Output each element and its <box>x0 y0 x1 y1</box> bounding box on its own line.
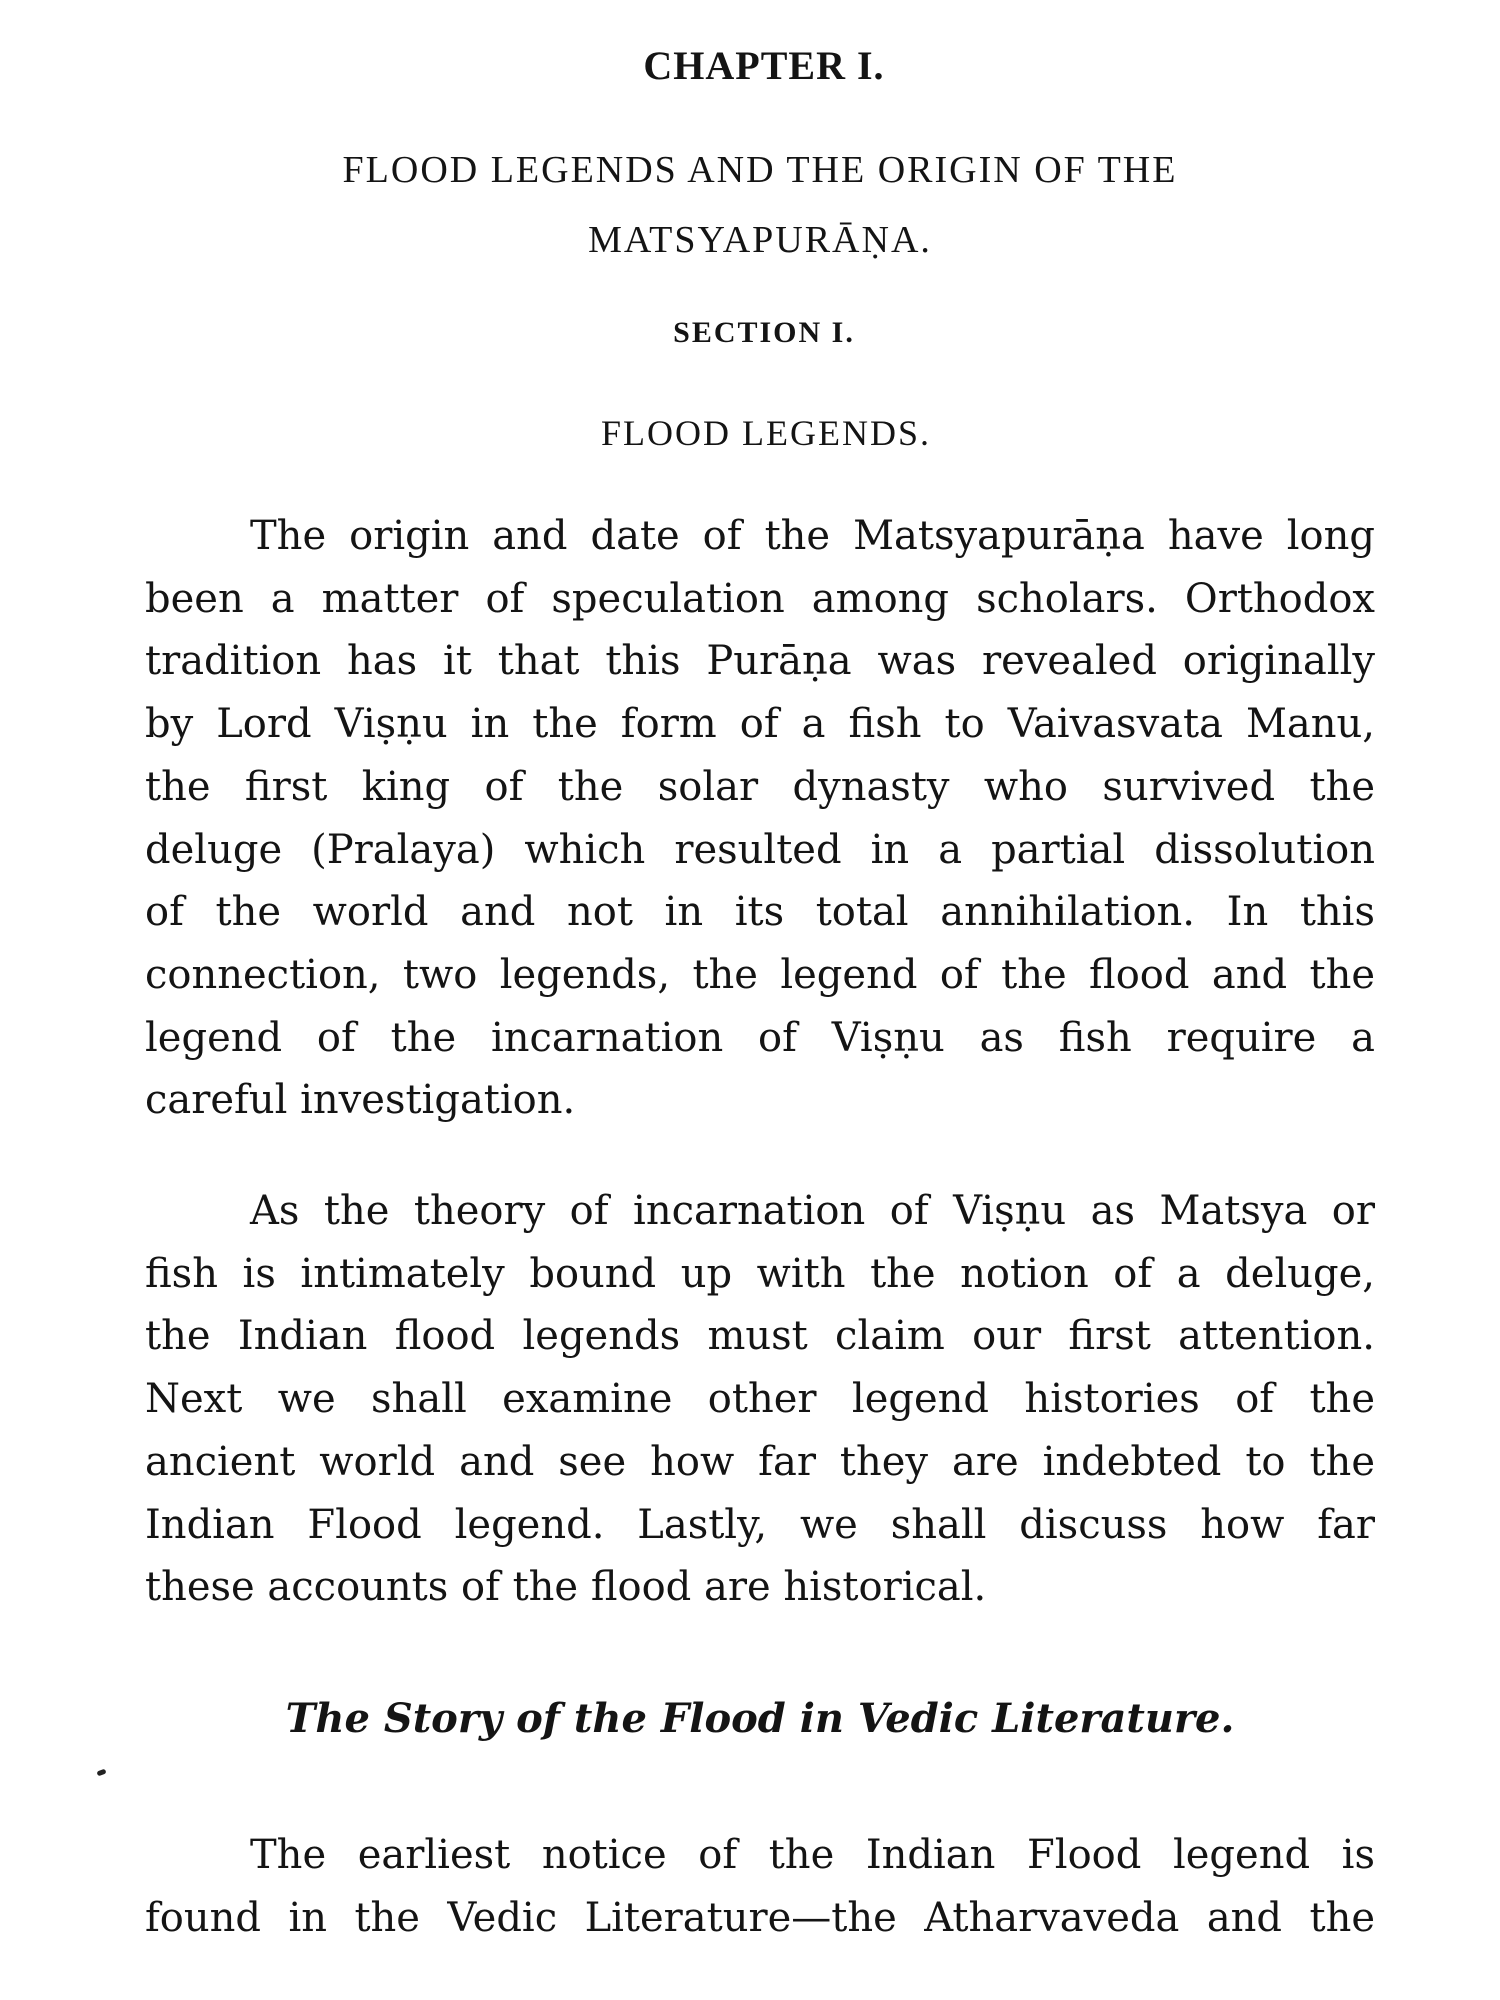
chapter-title-line-1: FLOOD LEGENDS AND THE ORIGIN OF THE <box>342 149 1178 191</box>
chapter-heading: CHAPTER I. <box>643 43 885 88</box>
paragraph-line: fish is intimately bound up with the notion of a deluge, <box>145 1250 1375 1297</box>
subsection-heading: The Story of the Flood in Vedic Literature. <box>285 1695 1235 1742</box>
paragraph-theory <box>145 1180 1375 1619</box>
paragraph-line: Indian Flood legend. Lastly, we shall discuss how far <box>145 1501 1375 1548</box>
paragraph-line: these accounts of the flood are historical. <box>145 1564 987 1611</box>
section-title: FLOOD LEGENDS. <box>601 413 931 453</box>
paragraph-line: tradition has it that this Purāṇa was revealed originally <box>145 638 1375 685</box>
paragraph-origin <box>145 505 1375 1132</box>
paragraph-line: of the world and not in its total annihilation. In this <box>145 889 1375 936</box>
paragraph-earliest-notice <box>145 1824 1375 1949</box>
paragraph-line: The origin and date of the Matsyapurāṇa have long <box>250 513 1375 559</box>
paragraph-line: deluge (Pralaya) which resulted in a partial dissolution <box>145 826 1375 873</box>
paragraph-line: been a matter of speculation among scholars. Orthodox <box>145 575 1375 622</box>
paragraph-line: Next we shall examine other legend histories of the <box>145 1376 1375 1423</box>
paragraph-line: careful investigation. <box>145 1077 576 1124</box>
print-speck <box>96 1769 106 1777</box>
paragraph-line: The earliest notice of the Indian Flood legend is <box>250 1832 1375 1878</box>
paragraph-line: ancient world and see how far they are indebted to the <box>145 1438 1375 1485</box>
section-label: SECTION I. <box>673 316 855 349</box>
chapter-title-line-2: MATSYAPURĀṆA. <box>588 219 932 261</box>
paragraph-line: the first king of the solar dynasty who survived the <box>145 763 1375 810</box>
paragraph-line: As the theory of incarnation of Viṣṇu as Matsya or <box>250 1188 1375 1234</box>
paragraph-line: the Indian flood legends must claim our first attention. <box>145 1313 1375 1360</box>
paragraph-line: connection, two legends, the legend of the flood and the <box>145 951 1375 998</box>
paragraph-line: by Lord Viṣṇu in the form of a fish to Vaivasvata Manu, <box>145 701 1375 748</box>
paragraph-line: found in the Vedic Literature—the Atharvaveda and the <box>145 1894 1375 1941</box>
paragraph-line: legend of the incarnation of Viṣṇu as fish require a <box>145 1014 1375 1061</box>
